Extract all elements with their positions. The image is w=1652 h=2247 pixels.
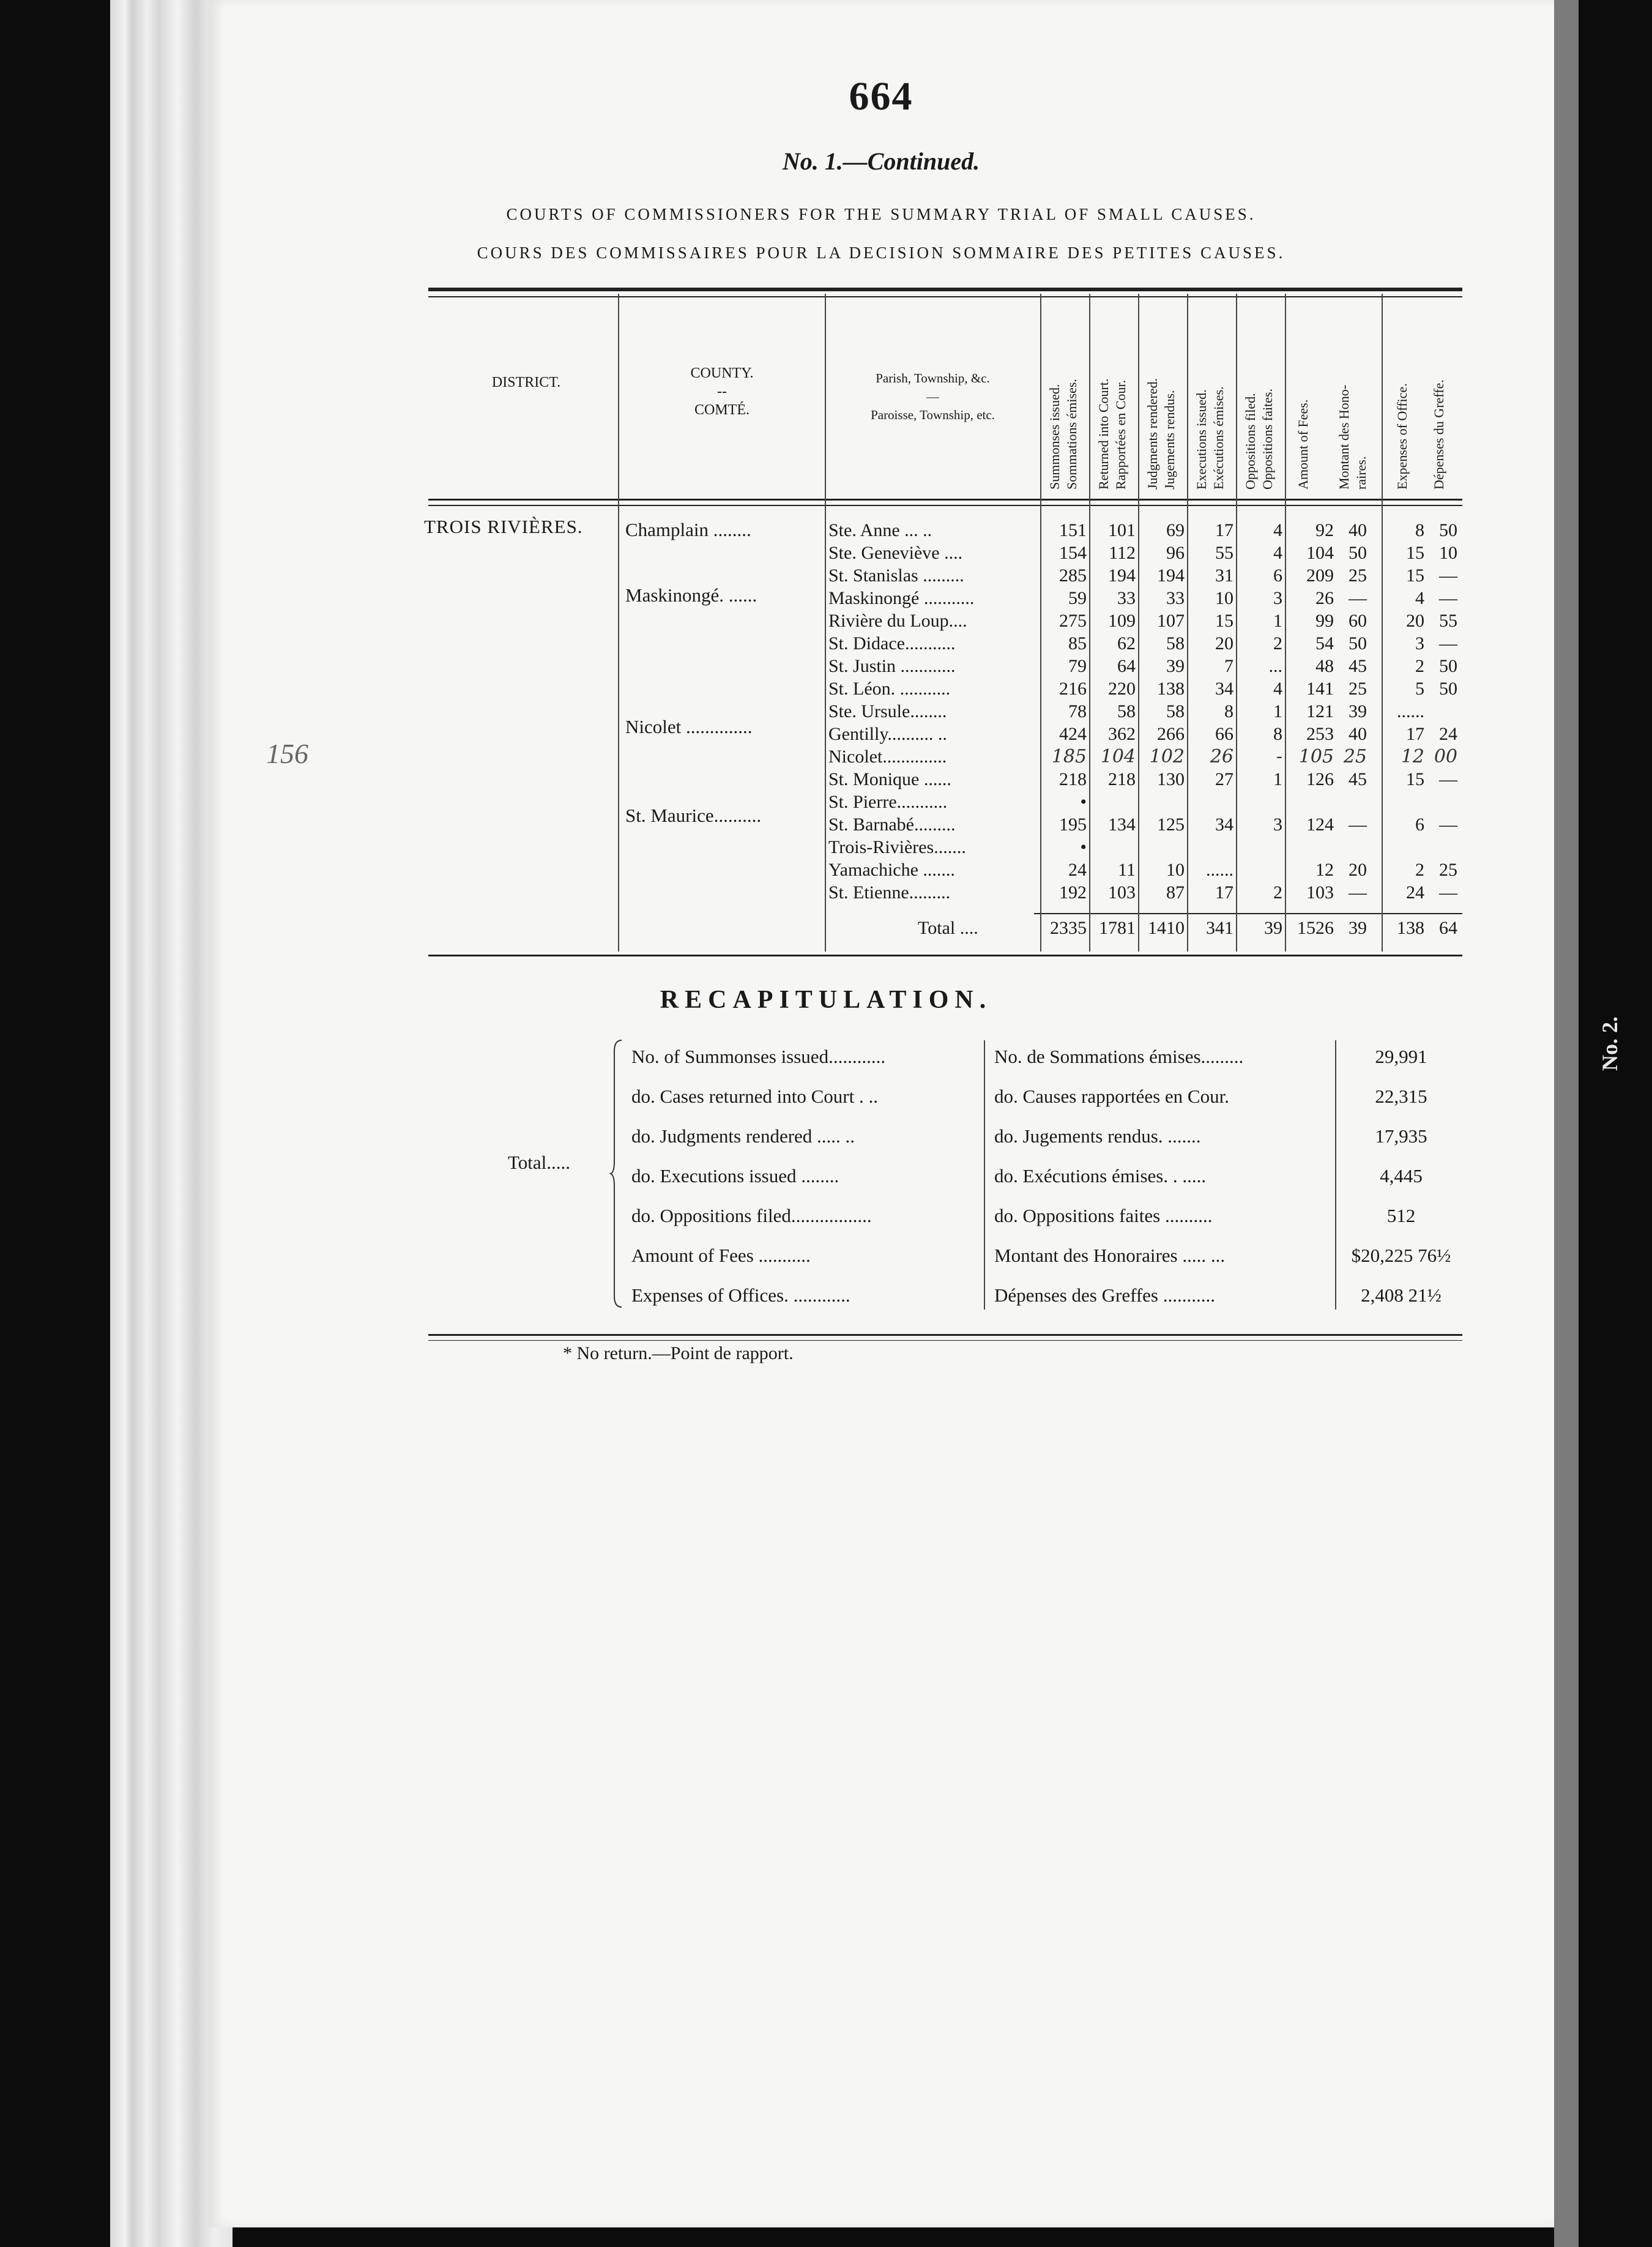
recap-brace <box>609 1039 624 1308</box>
header-judgments-en: Judgments rendered. <box>1145 378 1160 490</box>
cell-fees_c: 25 <box>1343 746 1367 767</box>
table-row <box>0 745 1468 768</box>
recap-english: Amount of Fees ........... <box>631 1245 811 1266</box>
table-top-rule <box>428 288 1462 291</box>
parish-name: St. Didace........... <box>828 633 956 654</box>
parish-name: St. Barnabé......... <box>828 814 956 835</box>
cell-fees_c: 50 <box>1349 543 1367 563</box>
cell-fees_c: 20 <box>1349 860 1367 880</box>
table-row <box>0 564 1468 587</box>
cell-fees_c: 45 <box>1349 769 1367 789</box>
cell-judg: 266 <box>1157 724 1185 744</box>
header-county-dash: -- <box>717 384 727 400</box>
cell-summ: 185 <box>1051 746 1087 767</box>
table-row <box>0 700 1468 723</box>
recap-french: No. de Sommations émises......... <box>994 1046 1244 1067</box>
table-row <box>0 768 1468 791</box>
table-row <box>0 542 1468 564</box>
cell-opp: ... <box>1268 656 1282 676</box>
cell-exp_d: 2 <box>1415 656 1424 676</box>
total-judgments: 1410 <box>1148 918 1185 938</box>
cell-ret: 104 <box>1100 746 1136 767</box>
table-row <box>0 609 1468 632</box>
cell-exp_d: 8 <box>1415 520 1424 540</box>
header-summonses-en: Summonses issued. <box>1047 384 1062 490</box>
cell-fees_d: 12 <box>1315 860 1334 880</box>
cell-opp: 6 <box>1273 565 1282 586</box>
recap-value: 29,991 <box>1375 1046 1427 1067</box>
cell-fees_d: 103 <box>1306 882 1334 903</box>
cell-fees_c: 39 <box>1349 701 1367 721</box>
header-fees-en: Amount of Fees. <box>1295 399 1311 490</box>
cell-exp_c: — <box>1439 814 1457 835</box>
cell-summ: 78 <box>1068 701 1087 721</box>
cell-fees_d: 121 <box>1306 701 1334 721</box>
cell-exp_c: 50 <box>1439 679 1457 699</box>
title-french: COURS DES COMMISSAIRES POUR LA DECISION SOMMAIRE DES PETITES CAUSES. <box>477 244 1286 262</box>
cell-exec: 17 <box>1215 520 1233 540</box>
cell-exec: 55 <box>1215 543 1233 563</box>
cell-exec: 34 <box>1215 679 1233 699</box>
cell-fees_d: 104 <box>1306 543 1334 563</box>
cell-exp_c: 24 <box>1439 724 1457 744</box>
cell-ret: 109 <box>1108 611 1136 631</box>
cell-opp: 4 <box>1273 679 1282 699</box>
cell-fees_d: 48 <box>1315 656 1334 676</box>
title-english: COURTS OF COMMISSIONERS FOR THE SUMMARY TRIAL OF SMALL CAUSES. <box>506 205 1256 223</box>
header-oppositions-en: Oppositions filed. <box>1243 393 1258 490</box>
footnote: * No return.—Point de rapport. <box>563 1343 794 1363</box>
cell-exec: 34 <box>1215 814 1233 835</box>
district-name: TROIS RIVIÈRES. <box>424 516 583 537</box>
parish-name: St. Pierre........... <box>828 792 948 812</box>
table-row <box>0 723 1468 745</box>
cell-judg: 10 <box>1166 860 1185 880</box>
cell-summ: 192 <box>1059 882 1087 903</box>
parish-name: Maskinongé ........... <box>828 588 975 608</box>
header-fees-fr2: raires. <box>1353 456 1369 490</box>
table-total-row <box>0 917 1468 939</box>
cell-ret: 194 <box>1108 565 1136 586</box>
cell-judg: 69 <box>1166 520 1185 540</box>
cell-ret: 218 <box>1108 769 1136 789</box>
total-executions: 341 <box>1206 918 1233 938</box>
county-st-maurice: St. Maurice.......... <box>625 805 762 826</box>
parish-name: Ste. Anne ... .. <box>828 520 932 540</box>
cell-summ: • <box>1080 792 1087 812</box>
total-expenses-dollars: 138 <box>1397 918 1424 938</box>
recap-english: No. of Summonses issued............ <box>631 1046 886 1067</box>
cell-summ: 275 <box>1059 611 1087 631</box>
cell-exp_d: 3 <box>1415 633 1424 654</box>
cell-summ: 24 <box>1068 860 1087 880</box>
cell-summ: 285 <box>1059 565 1087 586</box>
cell-ret: 362 <box>1108 724 1136 744</box>
header-county: COUNTY. <box>690 365 754 381</box>
table-row <box>0 655 1468 677</box>
table-row <box>0 836 1468 859</box>
cell-fees_d: 26 <box>1315 588 1334 608</box>
cell-fees_d: 209 <box>1306 565 1334 586</box>
cell-ret: 11 <box>1118 860 1136 880</box>
cell-exp_d: 5 <box>1415 679 1424 699</box>
parish-name: St. Stanislas ......... <box>828 565 964 586</box>
total-fees-dollars: 1526 <box>1297 918 1334 938</box>
cell-summ: • <box>1080 837 1087 857</box>
cell-exec: 26 <box>1210 746 1233 767</box>
cell-exp_c: — <box>1439 633 1457 654</box>
cell-summ: 59 <box>1068 588 1087 608</box>
header-returned-fr: Rapportées en Cour. <box>1113 379 1128 490</box>
table-row <box>0 519 1468 542</box>
cell-exp_d: 15 <box>1406 543 1424 563</box>
table-row <box>0 791 1468 813</box>
parish-name: Gentilly.......... .. <box>828 724 947 744</box>
parish-name: Trois-Rivières....... <box>828 837 966 857</box>
header-district: DISTRICT. <box>491 374 561 390</box>
table-row <box>0 859 1468 881</box>
cell-exp_c: 50 <box>1439 520 1457 540</box>
recap-french: do. Jugements rendus. ....... <box>994 1125 1201 1147</box>
cell-exp_d: ...... <box>1397 701 1424 721</box>
table-bottom-rule <box>428 955 1462 956</box>
header-fees-fr: Montant des Hono- <box>1336 384 1352 490</box>
cell-fees_d: 126 <box>1306 769 1334 789</box>
cell-exp_d: 12 <box>1401 746 1424 767</box>
cell-fees_c: — <box>1349 882 1367 903</box>
recap-value: 17,935 <box>1375 1125 1427 1147</box>
cell-exp_c: 55 <box>1439 611 1457 631</box>
total-fees-cents: 39 <box>1349 918 1367 938</box>
cell-judg: 39 <box>1166 656 1185 676</box>
cell-judg: 194 <box>1157 565 1185 586</box>
header-returned-en: Returned into Court. <box>1096 378 1111 490</box>
cell-summ: 151 <box>1059 520 1087 540</box>
margin-handwritten-note: 156 <box>266 738 308 769</box>
recap-english: do. Judgments rendered ..... .. <box>631 1125 855 1147</box>
cell-judg: 96 <box>1166 543 1185 563</box>
parish-name: St. Monique ...... <box>828 769 951 789</box>
total-oppositions: 39 <box>1264 918 1282 938</box>
header-bottom-rule <box>428 499 1462 501</box>
cell-exp_d: 17 <box>1406 724 1424 744</box>
cell-opp: 4 <box>1273 543 1282 563</box>
cell-exec: ...... <box>1206 860 1233 880</box>
cell-ret: 64 <box>1117 656 1136 676</box>
recap-french: do. Causes rapportées en Cour. <box>994 1086 1229 1107</box>
cell-ret: 134 <box>1108 814 1136 835</box>
cell-exec: 15 <box>1215 611 1233 631</box>
recap-french: do. Exécutions émises. . ..... <box>994 1165 1207 1187</box>
cell-summ: 216 <box>1059 679 1087 699</box>
cell-exp_d: 20 <box>1406 611 1424 631</box>
cell-judg: 125 <box>1157 814 1185 835</box>
cell-exp_d: 24 <box>1406 882 1424 903</box>
header-expenses-fr: Dépenses du Greffe. <box>1431 379 1446 490</box>
table-row <box>0 881 1468 904</box>
cell-summ: 79 <box>1068 656 1087 676</box>
cell-ret: 33 <box>1117 588 1136 608</box>
header-judgments-fr: Jugements rendus. <box>1162 390 1177 490</box>
cell-summ: 154 <box>1059 543 1087 563</box>
binding-edge <box>1554 0 1579 2247</box>
cell-opp: 2 <box>1273 882 1282 903</box>
cell-exp_c: 25 <box>1439 860 1457 880</box>
table-row <box>0 632 1468 655</box>
cell-exp_d: 4 <box>1415 588 1424 608</box>
cell-opp: 1 <box>1273 701 1282 721</box>
table-row <box>0 587 1468 609</box>
header-executions-en: Executions issued. <box>1194 389 1209 490</box>
cell-exec: 10 <box>1215 588 1233 608</box>
cell-opp: 1 <box>1273 769 1282 789</box>
header-parish: Parish, Township, &c. <box>876 371 990 386</box>
cell-opp: 4 <box>1273 520 1282 540</box>
total-label: Total .... <box>918 918 978 938</box>
cell-exec: 7 <box>1224 656 1233 676</box>
cell-exp_d: 6 <box>1415 814 1424 835</box>
recap-value: 512 <box>1386 1205 1416 1226</box>
cell-fees_c: 25 <box>1349 679 1367 699</box>
cell-opp: 1 <box>1273 611 1282 631</box>
cell-fees_c: 45 <box>1349 656 1367 676</box>
table-top-rule-thin <box>428 296 1462 297</box>
cell-opp: 3 <box>1273 588 1282 608</box>
recap-value: 2,408 21½ <box>1361 1284 1442 1306</box>
cell-exec: 31 <box>1215 565 1233 586</box>
cell-exec: 66 <box>1215 724 1233 744</box>
cell-fees_c: — <box>1349 814 1367 835</box>
cell-exec: 17 <box>1215 882 1233 903</box>
cell-ret: 112 <box>1109 543 1136 563</box>
header-county-fr: COMTÉ. <box>694 402 750 418</box>
recap-divider <box>984 1040 985 1310</box>
table-row <box>0 677 1468 700</box>
cell-exp_c: 50 <box>1439 656 1457 676</box>
header-parish-dash: — <box>926 389 939 404</box>
cell-ret: 220 <box>1108 679 1136 699</box>
cell-opp: - <box>1276 746 1282 767</box>
parish-name: Yamachiche ....... <box>828 860 955 880</box>
header-parish-fr: Paroisse, Township, etc. <box>871 408 995 422</box>
recap-french: Montant des Honoraires ..... ... <box>994 1245 1226 1266</box>
cell-judg: 58 <box>1166 633 1185 654</box>
parish-name: St. Léon. ........... <box>828 679 951 699</box>
total-expenses-cents: 64 <box>1439 918 1457 938</box>
parish-name: St. Etienne......... <box>828 882 951 903</box>
recap-bottom-rule-thin <box>428 1340 1462 1341</box>
recap-english: do. Cases returned into Court . .. <box>631 1086 878 1107</box>
cell-exp_c: — <box>1439 588 1457 608</box>
cell-summ: 195 <box>1059 814 1087 835</box>
total-returned: 1781 <box>1099 918 1136 938</box>
recap-value: 22,315 <box>1375 1086 1427 1107</box>
cell-fees_d: 105 <box>1298 746 1334 767</box>
recap-french: Dépenses des Greffes ........... <box>994 1284 1215 1306</box>
cell-exec: 8 <box>1224 701 1233 721</box>
recap-value: 4,445 <box>1380 1165 1423 1187</box>
cell-exec: 20 <box>1215 633 1233 654</box>
cell-ret: 62 <box>1117 633 1136 654</box>
cell-fees_d: 141 <box>1306 679 1334 699</box>
total-summonses: 2335 <box>1050 918 1087 938</box>
page-subtitle: No. 1.—Continued. <box>782 147 980 175</box>
recap-english: do. Oppositions filed................. <box>631 1205 872 1226</box>
cell-judg: 87 <box>1166 882 1185 903</box>
cell-judg: 138 <box>1157 679 1185 699</box>
cell-opp: 3 <box>1273 814 1282 835</box>
cell-fees_d: 54 <box>1315 633 1334 654</box>
cell-ret: 58 <box>1117 701 1136 721</box>
cell-judg: 107 <box>1157 611 1185 631</box>
cell-exp_c: 00 <box>1434 746 1457 767</box>
parish-name: Ste. Ursule........ <box>828 701 947 721</box>
cell-exp_c: — <box>1439 565 1457 586</box>
cell-fees_c: 25 <box>1349 565 1367 586</box>
cell-fees_d: 253 <box>1306 724 1334 744</box>
cell-ret: 101 <box>1108 520 1136 540</box>
cell-opp: 2 <box>1273 633 1282 654</box>
recap-english: do. Executions issued ........ <box>631 1165 839 1187</box>
recap-french: do. Oppositions faites .......... <box>994 1205 1213 1226</box>
side-label: No. 2. <box>1598 1016 1622 1071</box>
cell-fees_c: 40 <box>1349 724 1367 744</box>
cell-fees_c: 50 <box>1349 633 1367 654</box>
cell-summ: 218 <box>1059 769 1087 789</box>
cell-ret: 103 <box>1108 882 1136 903</box>
recapitulation-title: RECAPITULATION. <box>660 986 992 1014</box>
cell-judg: 58 <box>1166 701 1185 721</box>
header-oppositions-fr: Oppositions faites. <box>1260 389 1275 490</box>
cell-fees_d: 124 <box>1306 814 1334 835</box>
total-rule <box>1034 913 1462 914</box>
cell-exp_d: 15 <box>1406 565 1424 586</box>
header-bottom-rule-thin <box>428 505 1462 506</box>
header-summonses-fr: Sommations émises. <box>1064 379 1079 490</box>
parish-name: Nicolet.............. <box>828 747 947 767</box>
recap-bottom-rule <box>428 1334 1462 1336</box>
county-maskinonge: Maskinongé. ...... <box>625 584 757 606</box>
recap-value: $20,225 76½ <box>1351 1245 1451 1266</box>
cell-fees_c: 60 <box>1349 611 1367 631</box>
cell-judg: 33 <box>1166 588 1185 608</box>
county-nicolet: Nicolet .............. <box>625 716 753 737</box>
recap-total-label: Total..... <box>508 1152 571 1173</box>
recap-english: Expenses of Offices. ............ <box>631 1284 850 1306</box>
header-executions-fr: Exécutions émises. <box>1211 386 1226 490</box>
parish-name: Ste. Geneviève .... <box>828 543 963 563</box>
cell-summ: 424 <box>1059 724 1087 744</box>
cell-exp_c: 10 <box>1439 543 1457 563</box>
cell-fees_c: — <box>1349 588 1367 608</box>
cell-fees_d: 99 <box>1315 611 1334 631</box>
cell-exp_c: — <box>1439 769 1457 789</box>
parish-name: St. Justin ............ <box>828 656 956 676</box>
cell-fees_d: 92 <box>1315 520 1334 540</box>
header-expenses-en: Expenses of Office. <box>1394 383 1410 490</box>
table-row <box>0 813 1468 836</box>
cell-exp_c: — <box>1439 882 1457 903</box>
cell-exp_d: 2 <box>1415 860 1424 880</box>
cell-opp: 8 <box>1273 724 1282 744</box>
cell-judg: 102 <box>1149 746 1185 767</box>
recap-divider <box>1335 1040 1336 1310</box>
cell-summ: 85 <box>1068 633 1087 654</box>
county-champlain: Champlain ........ <box>625 519 751 540</box>
parish-name: Rivière du Loup.... <box>828 611 967 631</box>
page-number: 664 <box>849 74 913 119</box>
cell-exp_d: 15 <box>1406 769 1424 789</box>
cell-fees_c: 40 <box>1349 520 1367 540</box>
cell-judg: 130 <box>1157 769 1185 789</box>
cell-exec: 27 <box>1215 769 1233 789</box>
